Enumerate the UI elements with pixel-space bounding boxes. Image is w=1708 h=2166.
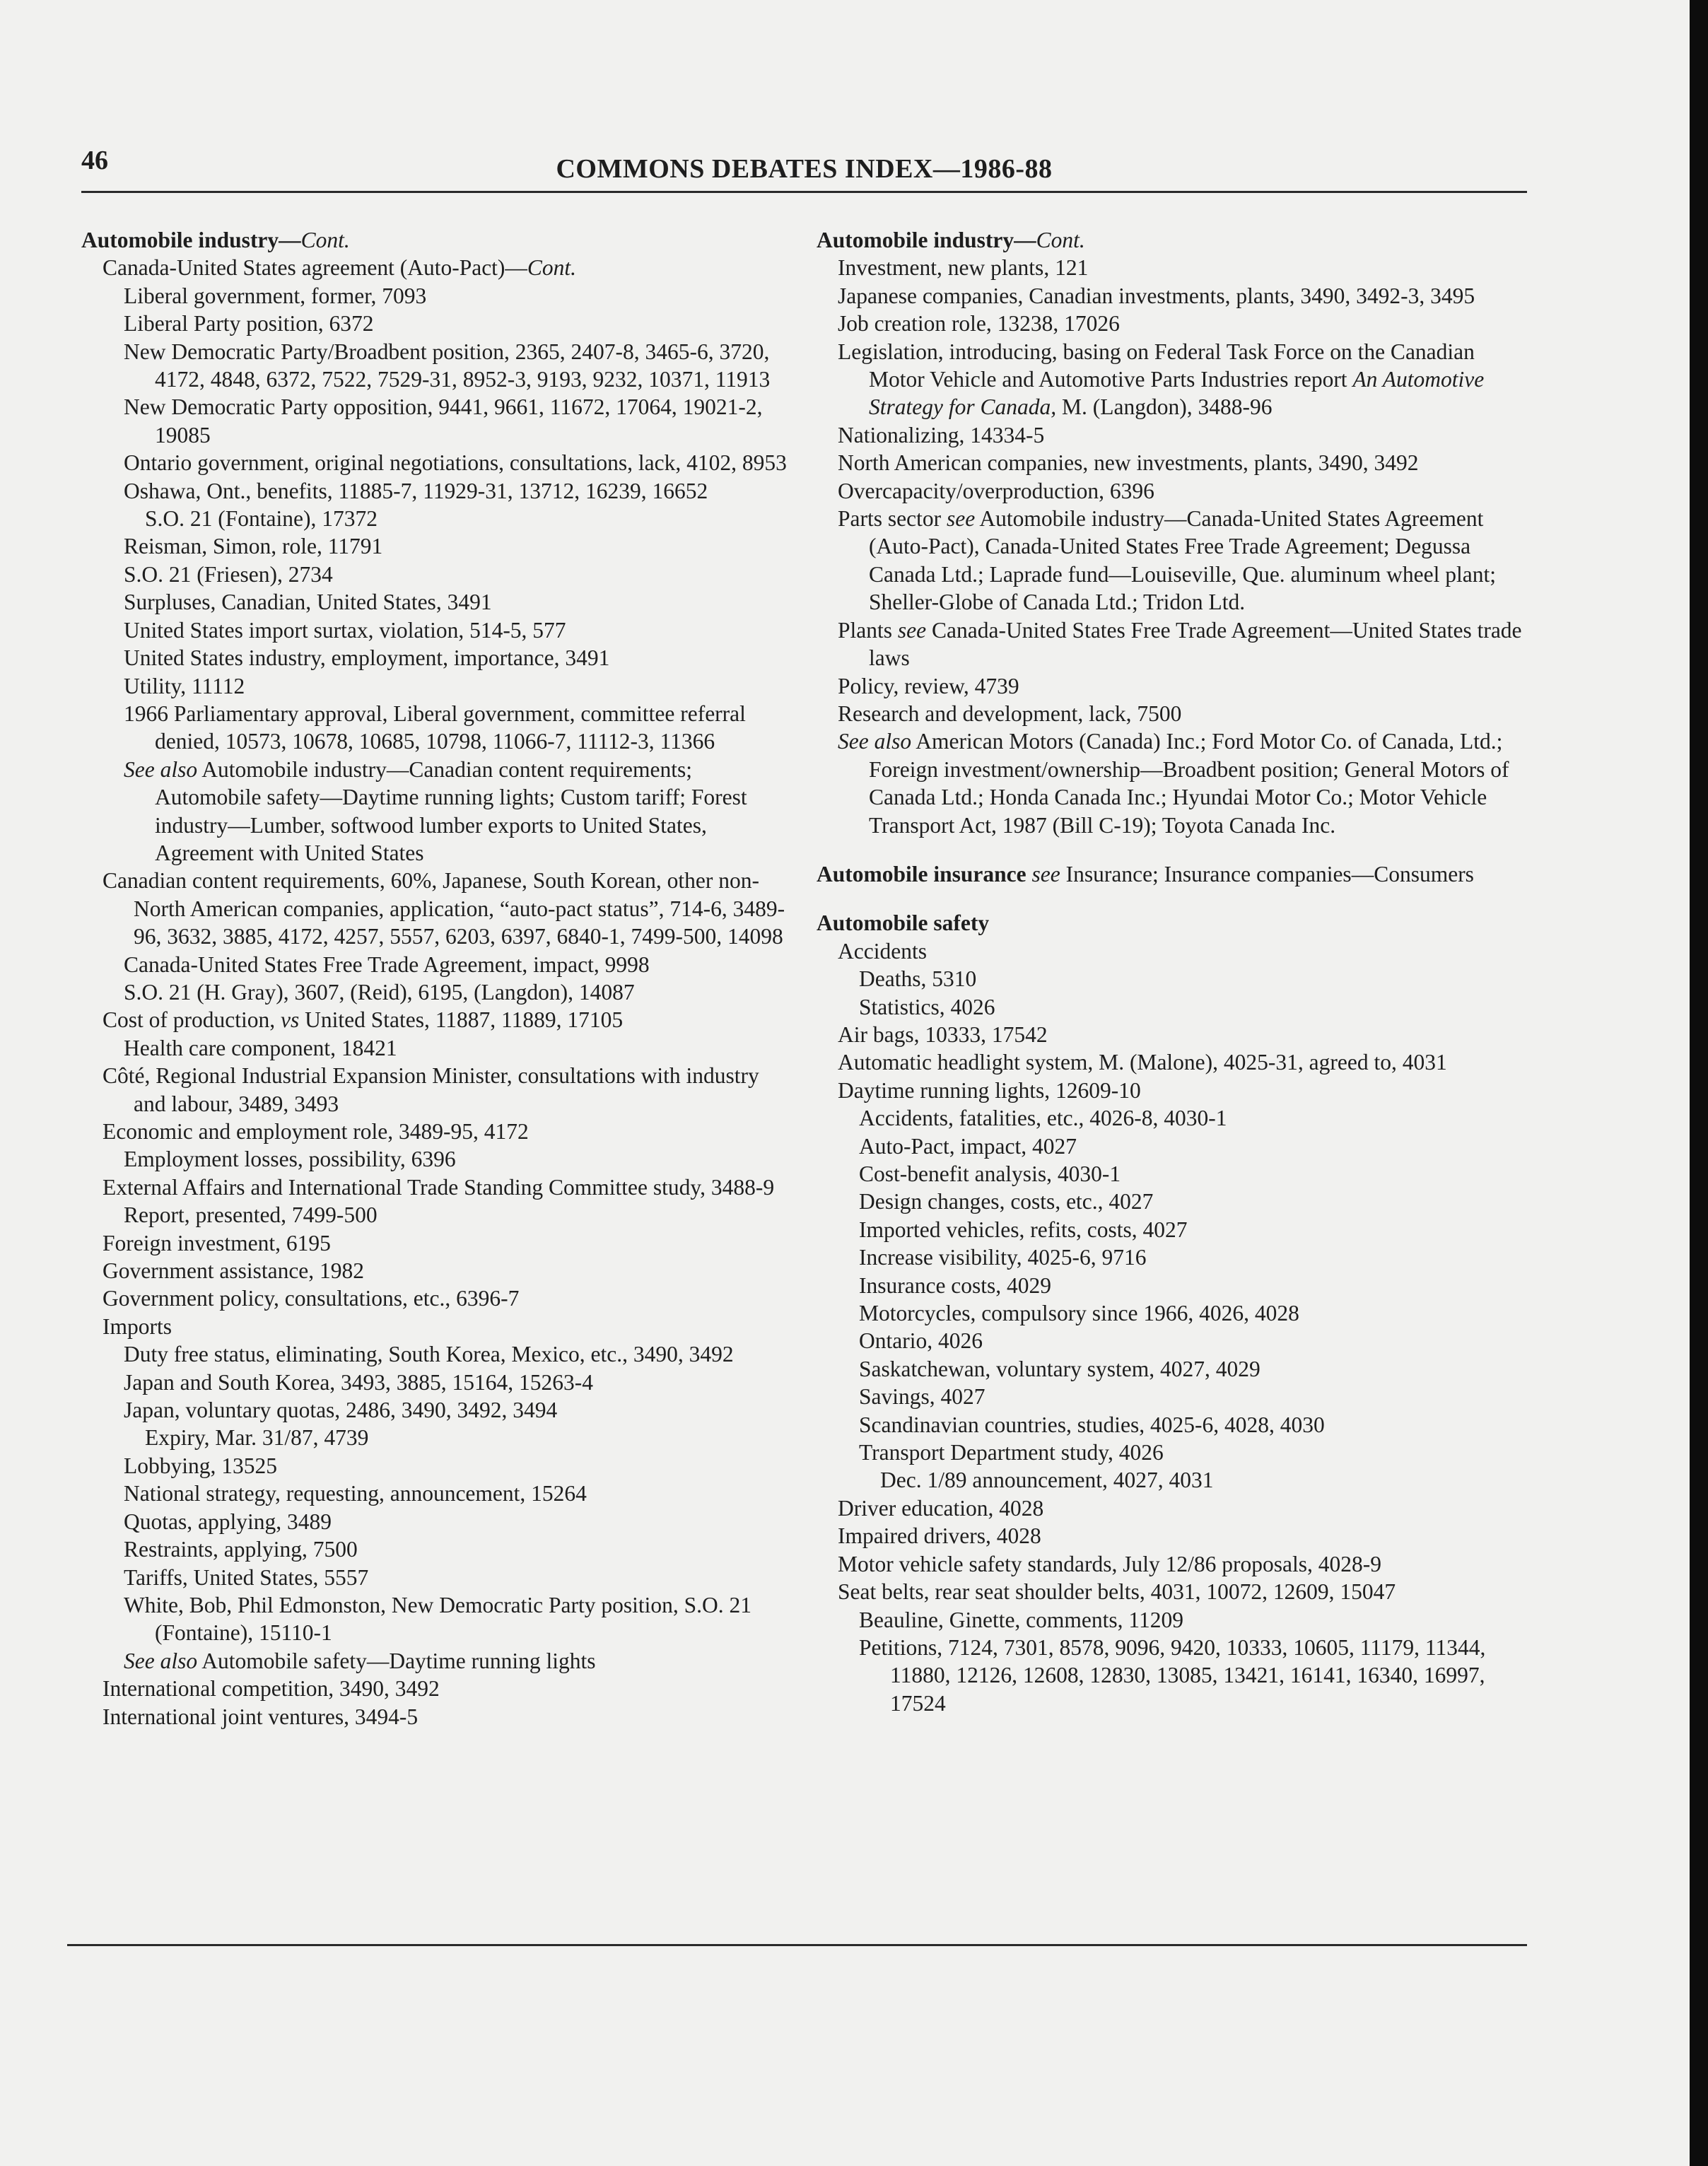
index-heading [817, 860, 1523, 888]
index-entry [81, 756, 788, 867]
index-entry [81, 644, 788, 672]
entry-text: Ontario government, original negotiations, consultations, lack, 4102, 8953 [124, 450, 787, 476]
entry-text: Ontario, 4026 [859, 1328, 983, 1354]
entry-text: Automobile industry—Canada-United States Agreement (Auto-Pact), Canada-United States Free Trade Agreement; Degussa Canada Ltd.; Laprade fund—Louiseville, Que. aluminum wheel plant; Sheller-Globe of Canada Ltd.; Tridon Ltd. [869, 506, 1496, 615]
entry-text: Cont. [1036, 228, 1085, 252]
entry-text: Job creation role, 13238, 17026 [838, 311, 1120, 336]
index-entry [817, 1439, 1523, 1466]
entry-text: Statistics, 4026 [859, 994, 995, 1019]
entry-text: American Motors (Canada) Inc.; Ford Motor Co. of Canada, Ltd.; Foreign investment/ownership—Broadbent position; General Motors of Canada Ltd.; Honda Canada Inc.; Hyundai Motor Co.; Motor Vehicle Transport Act, 1987 (Bill C-19); Toyota Canada Inc. [869, 729, 1509, 838]
entry-text: New Democratic Party/Broadbent position, 2365, 2407-8, 3465-6, 3720, 4172, 4848, 6372, 7522, 7529-31, 8952-3, 9193, 9232, 10371, 11913 [124, 339, 771, 392]
index-entry [817, 672, 1523, 700]
index-entry [81, 393, 788, 449]
index-entry [81, 1340, 788, 1368]
entry-text: Scandinavian countries, studies, 4025-6, 4028, 4030 [859, 1412, 1325, 1437]
entry-text: vs [281, 1007, 300, 1033]
entry-text: Saskatchewan, voluntary system, 4027, 4029 [859, 1356, 1260, 1381]
entry-text: Driver education, 4028 [838, 1495, 1044, 1521]
index-entry [817, 310, 1523, 337]
index-entry [817, 1216, 1523, 1243]
entry-text [1026, 862, 1032, 886]
entry-text: Motor vehicle safety standards, July 12/86 proposals, 4028-9 [838, 1551, 1381, 1576]
index-entry [81, 505, 788, 532]
index-entry [817, 1383, 1523, 1410]
index-entry [81, 1480, 788, 1507]
index-entry [817, 1606, 1523, 1634]
index-entry [817, 1021, 1523, 1048]
entry-text: Imports [103, 1313, 172, 1339]
index-entry [817, 937, 1523, 965]
entry-text: Overcapacity/overproduction, 6396 [838, 478, 1154, 503]
entry-text: Deaths, 5310 [859, 966, 977, 992]
entry-text: Accidents [838, 938, 927, 964]
index-entry [817, 1466, 1523, 1494]
entry-text: Auto-Pact, impact, 4027 [859, 1133, 1077, 1159]
index-entry [817, 505, 1523, 616]
entry-text: Air bags, 10333, 17542 [838, 1021, 1048, 1047]
index-entry [81, 1424, 788, 1451]
index-entry [81, 1173, 788, 1201]
index-entry [81, 616, 788, 644]
index-entry [81, 1396, 788, 1424]
entry-text: Nationalizing, 14334-5 [838, 422, 1045, 447]
entry-text: Canadian content requirements, 60%, Japanese, South Korean, other non-North American companies, application, “auto-pact status”, 714-6, 3489-96, 3632, 3885, 4172, 4257, 5557, 6203, 6397, 6840-1, 7499-500, 14098 [103, 868, 785, 949]
index-entry [817, 1272, 1523, 1299]
index-entry [81, 561, 788, 588]
index-entry [81, 310, 788, 337]
index-entry [81, 588, 788, 616]
entry-text: National strategy, requesting, announcement, 15264 [124, 1481, 587, 1506]
entry-text: 1966 Parliamentary approval, Liberal government, committee referral denied, 10573, 10678, 10685, 10798, 11066-7, 11112-3, 11366 [124, 701, 746, 754]
index-entry [81, 1062, 788, 1118]
index-entry [81, 1535, 788, 1563]
entry-text: Petitions, 7124, 7301, 8578, 9096, 9420, 10333, 10605, 11179, 11344, 11880, 12126, 12608, 12830, 13085, 13421, 16141, 16340, 16997, 17524 [859, 1634, 1486, 1716]
entry-text: Côté, Regional Industrial Expansion Minister, consultations with industry and labour, 3489, 3493 [103, 1063, 759, 1116]
entry-text: Japan and South Korea, 3493, 3885, 15164, 15263-4 [124, 1369, 594, 1395]
index-entry [81, 1006, 788, 1034]
index-entry [817, 282, 1523, 310]
index-entry [817, 1578, 1523, 1605]
index-entry [817, 1327, 1523, 1354]
index-entry [81, 1257, 788, 1284]
index-entry [81, 1508, 788, 1535]
entry-text: S.O. 21 (Friesen), 2734 [124, 561, 333, 587]
index-entry [81, 1284, 788, 1312]
index-entry [817, 727, 1523, 839]
entry-text: North American companies, new investments, plants, 3490, 3492 [838, 450, 1419, 476]
page-number: 46 [81, 146, 108, 175]
entry-text: Beauline, Ginette, comments, 11209 [859, 1607, 1183, 1632]
entry-text: Automobile safety [817, 911, 990, 936]
entry-text: Automobile industry— [81, 228, 301, 252]
entry-text: Government assistance, 1982 [103, 1258, 365, 1284]
entry-text: Tariffs, United States, 5557 [124, 1564, 369, 1590]
entry-text: Health care component, 18421 [124, 1035, 397, 1060]
footer-rule [67, 1944, 1527, 1946]
entry-text: Insurance costs, 4029 [859, 1272, 1052, 1298]
entry-text: Canada-United States Free Trade Agreement—United States trade laws [869, 617, 1522, 671]
index-entry [81, 532, 788, 560]
index-entry [81, 1201, 788, 1229]
entry-text: See also [124, 756, 198, 782]
index-entry [817, 616, 1523, 672]
entry-text: Investment, new plants, 121 [838, 255, 1089, 281]
index-entry [81, 1229, 788, 1257]
index-entry [817, 1077, 1523, 1104]
index-entry [817, 1550, 1523, 1578]
entry-text: Employment losses, possibility, 6396 [124, 1147, 456, 1172]
index-entry [817, 1132, 1523, 1160]
entry-text: Report, presented, 7499-500 [124, 1202, 378, 1228]
entry-text: Imported vehicles, refits, costs, 4027 [859, 1217, 1188, 1242]
entry-text: Cont. [527, 255, 577, 281]
index-entry [817, 1411, 1523, 1439]
entry-text: Increase visibility, 4025-6, 9716 [859, 1245, 1147, 1270]
entry-text: Oshawa, Ont., benefits, 11885-7, 11929-31, 13712, 16239, 16652 [124, 478, 708, 503]
entry-text: Transport Department study, 4026 [859, 1440, 1164, 1465]
index-entry [817, 1299, 1523, 1327]
entry-text: Dec. 1/89 announcement, 4027, 4031 [880, 1468, 1214, 1493]
index-entry [817, 477, 1523, 505]
entry-text: Parts sector [838, 506, 947, 532]
entry-text: Quotas, applying, 3489 [124, 1509, 332, 1534]
index-heading [817, 226, 1523, 254]
index-entry [81, 338, 788, 394]
index-entry [81, 282, 788, 310]
entry-text: Savings, 4027 [859, 1384, 985, 1410]
index-entry [81, 1145, 788, 1173]
entry-text: Economic and employment role, 3489-95, 4172 [103, 1119, 529, 1144]
index-entry [817, 1104, 1523, 1132]
entry-text: Restraints, applying, 7500 [124, 1537, 358, 1562]
entry-text: Design changes, costs, etc., 4027 [859, 1189, 1154, 1214]
index-entry [81, 477, 788, 505]
page-header [81, 145, 1527, 187]
header-rule [81, 191, 1527, 193]
entry-text: Cost of production, [103, 1007, 281, 1033]
entry-text: Legislation, introducing, basing on Federal Task Force on the Canadian Motor Vehicle and Automotive Parts Industries report [838, 339, 1475, 392]
entry-text: S.O. 21 (H. Gray), 3607, (Reid), 6195, (Langdon), 14087 [124, 979, 635, 1005]
index-entry [817, 421, 1523, 449]
index-entry [81, 254, 788, 281]
entry-text: Liberal government, former, 7093 [124, 283, 427, 308]
index-entry [81, 1034, 788, 1062]
left-column [81, 226, 788, 1731]
index-entry [817, 1634, 1523, 1717]
index-entry [81, 951, 788, 978]
index-entry [81, 1452, 788, 1480]
entry-text: Canada-United States Free Trade Agreement, impact, 9998 [124, 952, 650, 977]
index-entry [817, 1494, 1523, 1522]
entry-text: United States import surtax, violation, 514-5, 577 [124, 617, 566, 643]
index-entry [81, 1313, 788, 1340]
index-entry [81, 978, 788, 1006]
index-entry [817, 338, 1523, 421]
index-entry [81, 700, 788, 756]
entry-text: Foreign investment, 6195 [103, 1230, 331, 1255]
entry-text: Daytime running lights, 12609-10 [838, 1077, 1141, 1103]
entry-text: S.O. 21 (Fontaine), 17372 [145, 506, 378, 532]
entry-text: New Democratic Party opposition, 9441, 9661, 11672, 17064, 19021-2, 19085 [124, 394, 763, 447]
index-entry [81, 1703, 788, 1731]
entry-text: Japanese companies, Canadian investments, plants, 3490, 3492-3, 3495 [838, 283, 1475, 308]
entry-text: Automobile industry—Canadian content requirements; Automobile safety—Daytime running lights; Custom tariff; Forest industry—Lumber, softwood lumber exports to United States, Agreement with United States [155, 756, 747, 865]
entry-text: Duty free status, eliminating, South Korea, Mexico, etc., 3490, 3492 [124, 1342, 734, 1367]
entry-text: An Automotive Strategy for Canada, [869, 367, 1485, 420]
entry-text: Surpluses, Canadian, United States, 3491 [124, 590, 492, 615]
entry-text: Canada-United States agreement (Auto-Pact)— [103, 255, 527, 281]
index-entry [817, 1160, 1523, 1188]
index-entry [81, 1591, 788, 1647]
entry-text: United States industry, employment, importance, 3491 [124, 645, 610, 671]
index-heading [81, 226, 788, 254]
index-entry [817, 993, 1523, 1021]
index-entry [81, 449, 788, 476]
index-entry [81, 672, 788, 700]
index-entry [81, 1675, 788, 1702]
entry-text: see [1031, 861, 1060, 886]
entry-text: Plants [838, 617, 898, 643]
entry-text: Cont. [300, 228, 350, 252]
index-heading [817, 909, 1523, 937]
right-column [817, 226, 1523, 1717]
index-entry [81, 867, 788, 950]
index-entry [817, 965, 1523, 993]
index-entry [817, 1048, 1523, 1076]
entry-text: Government policy, consultations, etc., 6396-7 [103, 1286, 520, 1311]
entry-text: Lobbying, 13525 [124, 1453, 277, 1478]
page-edge [1690, 0, 1708, 2166]
entry-text: see [897, 617, 927, 643]
entry-text: Seat belts, rear seat shoulder belts, 4031, 10072, 12609, 15047 [838, 1579, 1396, 1605]
entry-text: See also [124, 1648, 198, 1673]
entry-text: Automobile insurance [817, 861, 1026, 886]
entry-text: Liberal Party position, 6372 [124, 311, 374, 336]
entry-text: United States, 11887, 11889, 17105 [299, 1007, 624, 1033]
index-entry [817, 1188, 1523, 1215]
index-entry [81, 1647, 788, 1675]
entry-text: see [946, 506, 976, 532]
entry-text: Utility, 11112 [124, 673, 245, 698]
entry-text: Insurance; Insurance companies—Consumers [1060, 861, 1474, 886]
entry-text: External Affairs and International Trade Standing Committee study, 3488-9 [103, 1174, 775, 1200]
entry-text: Research and development, lack, 7500 [838, 701, 1182, 726]
running-title: COMMONS DEBATES INDEX—1986-88 [556, 154, 1053, 184]
index-entry [817, 700, 1523, 727]
entry-text: See also [838, 729, 912, 754]
entry-text: Accidents, fatalities, etc., 4026-8, 4030-1 [859, 1106, 1227, 1131]
index-entry [81, 1564, 788, 1591]
index-entry [817, 1522, 1523, 1550]
entry-text: International joint ventures, 3494-5 [103, 1704, 419, 1729]
index-entry [817, 1355, 1523, 1383]
entry-text: M. (Langdon), 3488-96 [1056, 394, 1273, 420]
entry-text: Japan, voluntary quotas, 2486, 3490, 3492, 3494 [124, 1398, 558, 1423]
index-entry [817, 1243, 1523, 1271]
entry-text: Automobile safety—Daytime running lights [197, 1648, 596, 1673]
index-entry [817, 254, 1523, 281]
entry-text: Automobile industry— [817, 228, 1036, 252]
entry-text: Reisman, Simon, role, 11791 [124, 534, 383, 559]
entry-text: Automatic headlight system, M. (Malone), 4025-31, agreed to, 4031 [838, 1050, 1447, 1075]
entry-text: Policy, review, 4739 [838, 673, 1019, 698]
entry-text: Impaired drivers, 4028 [838, 1523, 1041, 1549]
index-entry [817, 449, 1523, 476]
index-entry [81, 1118, 788, 1145]
entry-text: International competition, 3490, 3492 [103, 1676, 440, 1702]
entry-text: Expiry, Mar. 31/87, 4739 [145, 1425, 369, 1451]
entry-text: Motorcycles, compulsory since 1966, 4026, 4028 [859, 1301, 1299, 1326]
entry-text: Cost-benefit analysis, 4030-1 [859, 1161, 1121, 1186]
index-entry [81, 1369, 788, 1396]
entry-text: White, Bob, Phil Edmonston, New Democratic Party position, S.O. 21 (Fontaine), 15110-1 [124, 1592, 752, 1646]
